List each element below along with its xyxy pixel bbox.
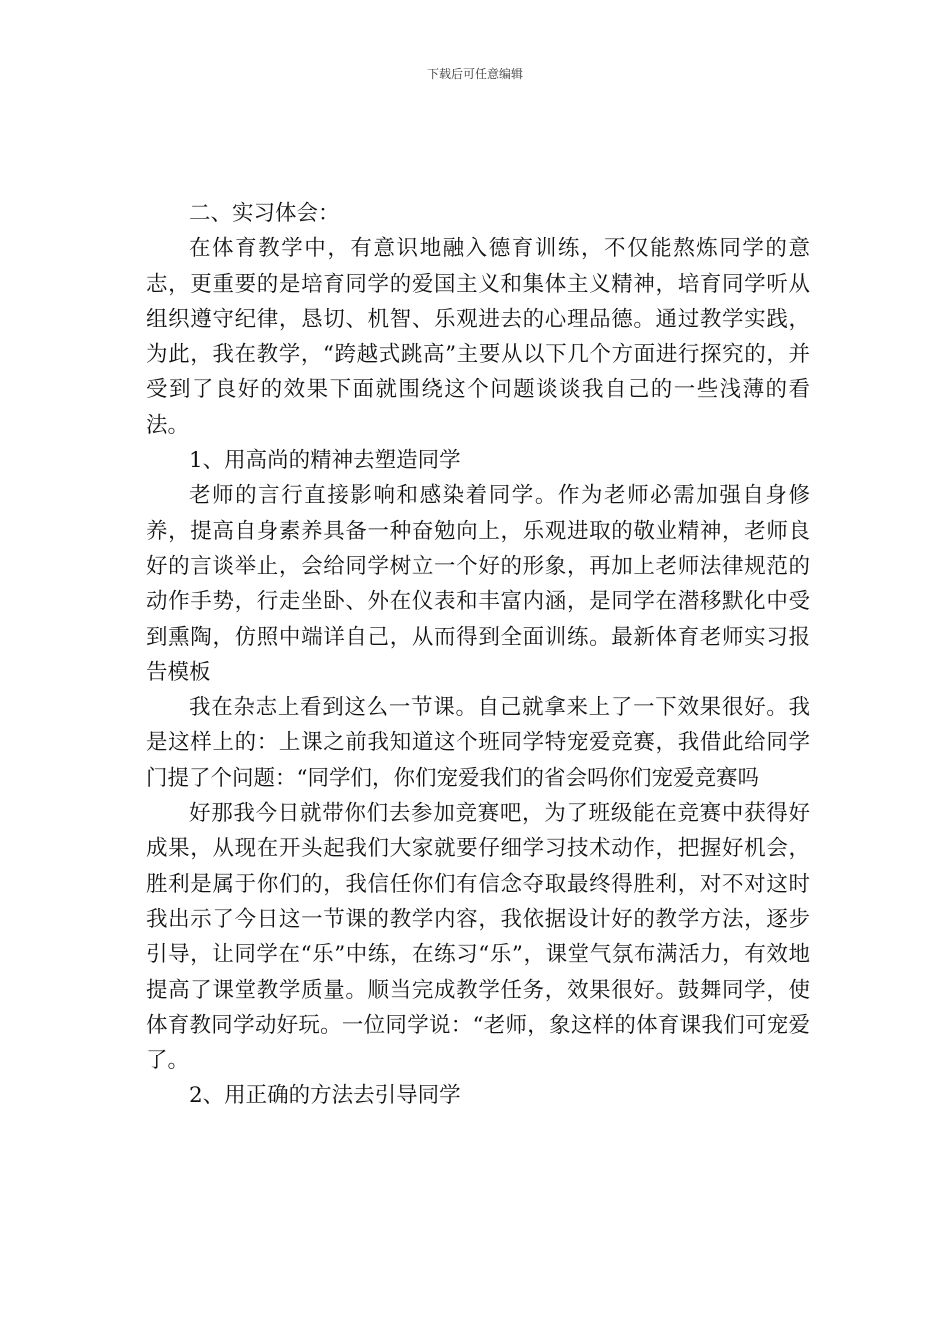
page-header: 下载后可任意编辑: [426, 67, 523, 81]
body-paragraph: 老师的言行直接影响和感染着同学。作为老师必需加强自身修养，提高自身素养具备一种奋勉向上，乐观进取的敬业精神，老师良好的言谈举止，会给同学树立一个好的形象，再加上老师法律规范的动作手势，行走坐卧、外在仪表和丰富内涵，是同学在潜移默化中受到熏陶，仿照中端详自己，从而得到全面训练。最新体育老师实习报告模板: [146, 483, 810, 685]
body-paragraph: 好那我今日就带你们去参加竞赛吧，为了班级能在竞赛中获得好成果，从现在开头起我们大家就要仔细学习技术动作，把握好机会，胜利是属于你们的，我信任你们有信念夺取最终得胜利，对不对这时我出示了今日这一节课的教学内容，我依据设计好的教学方法，逐步引导，让同学在“乐”中练，在练习“乐”，课堂气氛布满活力，有效地提高了课堂教学质量。顺当完成教学任务，效果很好。鼓舞同学，使体育教同学动好玩。一位同学说：“老师，象这样的体育课我们可宠爱了。: [146, 801, 810, 1074]
body-paragraph: 在体育教学中，有意识地融入德育训练，不仅能熬炼同学的意志，更重要的是培育同学的爱国主义和集体主义精神，培育同学听从组织遵守纪律，恳切、机智、乐观进去的心理品德。通过教学实践，为此，我在教学，“跨越式跳高”主要从以下几个方面进行探究的，并受到了良好的效果下面就围绕这个问题谈谈我自己的一些浅薄的看法。: [146, 236, 810, 438]
body-paragraph: 我在杂志上看到这么一节课。自己就拿来上了一下效果很好。我是这样上的：上课之前我知道这个班同学特宠爱竞赛，我借此给同学门提了个问题：“同学们，你们宠爱我们的省会吗你们宠爱竞赛吗: [146, 695, 810, 791]
subsection-heading: 1、用高尚的精神去塑造同学: [189, 448, 461, 474]
subsection-heading: 2、用正确的方法去引导同学: [189, 1083, 461, 1109]
section-heading: 二、实习体会：: [189, 201, 340, 226]
document-body: [146, 196, 810, 1114]
